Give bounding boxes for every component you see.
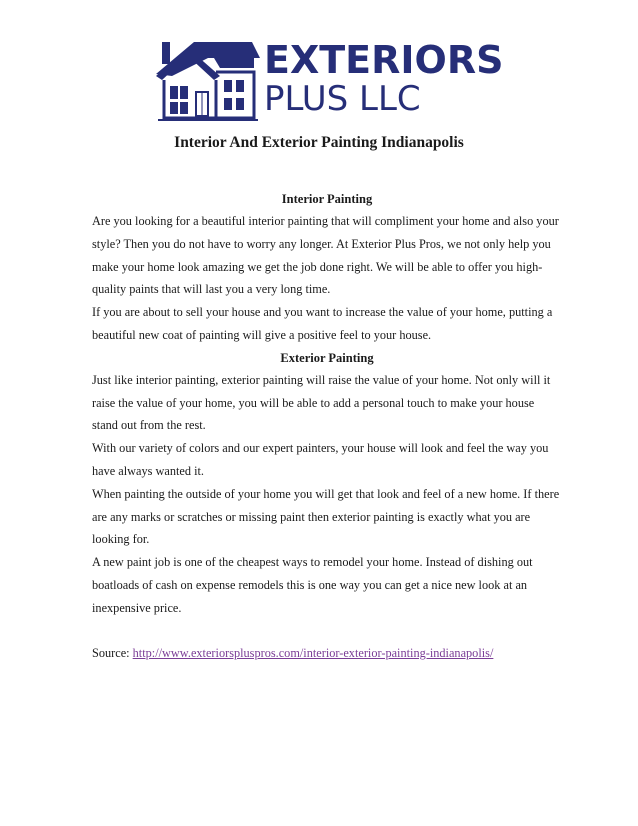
document-body bbox=[92, 188, 562, 664]
logo-wordmark bbox=[264, 40, 503, 118]
section-heading-exterior: Exterior Painting bbox=[280, 350, 374, 365]
section-heading-interior: Interior Painting bbox=[281, 192, 373, 206]
paragraph: A new paint job is one of the cheapest ways to remodel your home. Instead of dishing out boatloads of cash on expense remodels this is one way you can get a nice new look at an inexpensive price. bbox=[92, 555, 533, 615]
spacer bbox=[92, 620, 562, 642]
source-label: Source: bbox=[92, 645, 130, 660]
paragraph: When painting the outside of your home you will get that look and feel of a new home. If there are any marks or scratches or missing paint then exterior painting is exactly what you are looking for. bbox=[92, 486, 560, 547]
house-logo-icon bbox=[154, 36, 262, 122]
logo-line-plus-llc: PLUS LLC bbox=[264, 79, 421, 119]
paragraph: If you are about to sell your house and you want to increase the value of your home, putting a beautiful new coat of painting will give a positive feel to your house. bbox=[92, 305, 553, 342]
document-title: Interior And Exterior Painting Indianapolis bbox=[174, 134, 464, 151]
logo-line-exteriors: EXTERIORS bbox=[264, 38, 504, 82]
company-logo bbox=[154, 36, 504, 122]
paragraph: With our variety of colors and our expert painters, your house will look and feel the way you have always wanted it. bbox=[92, 441, 549, 478]
paragraph: Are you looking for a beautiful interior painting that will compliment your home and also your style? Then you do not have to worry any longer. At Exterior Plus Pros, we not only help you make your home look amazing we get the job done right. We will be able to offer you high-quality paints that will last you a very long time. bbox=[92, 214, 559, 297]
source-link[interactable]: http://www.exteriorspluspros.com/interior-exterior-painting-indianapolis/ bbox=[132, 645, 494, 660]
source-line bbox=[92, 642, 562, 664]
paragraph: Just like interior painting, exterior painting will raise the value of your home. Not only will it raise the value of your home, you will be able to add a personal touch to make your house stand out from the rest. bbox=[92, 372, 551, 433]
